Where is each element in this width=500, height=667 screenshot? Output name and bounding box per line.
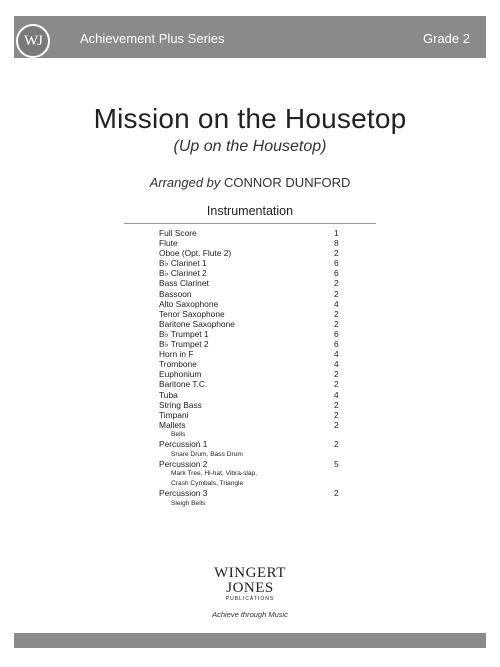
- publisher-line1: WINGERT: [214, 565, 286, 581]
- instrument-quantity: 2: [334, 248, 339, 259]
- instrument-quantity: 4: [334, 389, 339, 400]
- footer-bar: [14, 633, 486, 648]
- instrument-note: [159, 499, 359, 509]
- publisher-line3: PUBLICATIONS: [225, 596, 275, 602]
- divider: [124, 223, 376, 224]
- instrument-row: [159, 369, 359, 379]
- instrument-quantity: 2: [334, 379, 339, 390]
- publisher-logo: [195, 566, 305, 602]
- instrument-quantity: 6: [334, 328, 339, 339]
- instrument-row: [159, 410, 359, 420]
- instrument-row: [159, 329, 359, 339]
- instrument-name: Crash Cymbals, Triangle: [171, 479, 244, 487]
- instrument-row: [159, 319, 359, 329]
- instrument-row: [159, 420, 359, 430]
- instrument-row: [159, 379, 359, 389]
- instrument-row: [159, 488, 359, 498]
- instrument-name: Euphonium: [159, 369, 202, 380]
- instrument-quantity: 4: [334, 359, 339, 370]
- instrument-note: [159, 469, 359, 479]
- instrument-quantity: 4: [334, 298, 339, 309]
- instrument-name: Tuba: [159, 389, 178, 400]
- publisher-tagline: Achieve through Music: [212, 610, 288, 619]
- arranger-credit: [0, 175, 500, 190]
- publisher-line2: JONES: [226, 580, 274, 596]
- instrument-name: Sleigh Bells: [171, 499, 206, 507]
- instrument-name: Bells: [171, 430, 186, 438]
- instrument-row: [159, 390, 359, 400]
- instrument-row: [159, 359, 359, 369]
- instrument-quantity: 5: [334, 459, 339, 470]
- instrument-row: [159, 349, 359, 359]
- instrument-quantity: 2: [334, 288, 339, 299]
- instrument-quantity: 2: [334, 409, 339, 420]
- instrument-quantity: 6: [334, 258, 339, 269]
- instrument-name: Alto Saxophone: [159, 298, 219, 309]
- instrument-name: Percussion 2: [159, 459, 208, 470]
- instrument-name: B♭ Trumpet 1: [159, 328, 209, 339]
- instrument-name: B♭ Clarinet 1: [159, 258, 207, 269]
- instrument-name: Full Score: [159, 228, 197, 238]
- instrument-row: [159, 439, 359, 449]
- instrument-row: [159, 268, 359, 278]
- instrument-quantity: 2: [334, 369, 339, 380]
- instrument-name: Flute: [159, 238, 178, 249]
- instrument-name: Tenor Saxophone: [159, 308, 225, 319]
- instrument-name: Snare Drum, Bass Drum: [171, 450, 243, 458]
- instrument-name: Horn in F: [159, 349, 194, 360]
- instrumentation-list: [159, 228, 359, 508]
- instrument-note: [159, 430, 359, 440]
- instrument-quantity: 4: [334, 349, 339, 360]
- instrument-quantity: 2: [334, 439, 339, 450]
- instrument-row: [159, 400, 359, 410]
- instrument-quantity: 8: [334, 238, 339, 249]
- instrument-name: Bassoon: [159, 288, 192, 299]
- instrument-name: Percussion 1: [159, 439, 208, 450]
- instrument-row: [159, 299, 359, 309]
- instrument-name: Bass Clarinet: [159, 278, 209, 289]
- instrument-name: Baritone T.C.: [159, 379, 208, 390]
- instrument-row: [159, 289, 359, 299]
- instrument-name: Percussion 3: [159, 488, 208, 499]
- instrument-name: B♭ Clarinet 2: [159, 268, 207, 279]
- instrument-name: Mallets: [159, 419, 186, 430]
- instrument-row: [159, 228, 359, 238]
- instrument-quantity: 2: [334, 308, 339, 319]
- instrument-quantity: 2: [334, 419, 339, 430]
- series-name: Achievement Plus Series: [80, 31, 225, 46]
- instrument-name: Oboe (Opt. Flute 2): [159, 248, 232, 259]
- instrument-quantity: 6: [334, 268, 339, 279]
- instrument-quantity: 6: [334, 339, 339, 350]
- instrument-name: B♭ Trumpet 2: [159, 339, 209, 350]
- instrument-note: [159, 479, 359, 489]
- instrument-row: [159, 248, 359, 258]
- page-title: Mission on the Housetop: [93, 103, 407, 134]
- instrument-name: Timpani: [159, 409, 189, 420]
- instrument-row: [159, 258, 359, 268]
- instrument-quantity: 2: [334, 318, 339, 329]
- instrument-name: Trombone: [159, 359, 197, 370]
- instrument-note: [159, 450, 359, 460]
- page-subtitle: (Up on the Housetop): [173, 138, 327, 155]
- grade-level: Grade 2: [423, 31, 470, 46]
- arranger-name: CONNOR DUNFORD: [224, 175, 351, 190]
- instrument-name: Mark Tree, Hi-hat, Vibra-slap,: [171, 470, 257, 478]
- instrument-row: [159, 309, 359, 319]
- instrumentation-heading: Instrumentation: [206, 204, 294, 218]
- arranger-prefix: Arranged by: [149, 175, 221, 190]
- instrument-quantity: 2: [334, 488, 339, 499]
- instrument-row: [159, 238, 359, 248]
- instrument-name: Baritone Saxophone: [159, 318, 235, 329]
- instrument-quantity: 2: [334, 399, 339, 410]
- wj-logo-icon: WJ: [16, 24, 50, 58]
- instrument-row: [159, 459, 359, 469]
- instrument-quantity: 1: [334, 228, 339, 238]
- instrument-row: [159, 278, 359, 288]
- instrument-quantity: 2: [334, 278, 339, 289]
- instrument-row: [159, 339, 359, 349]
- instrument-name: String Bass: [159, 399, 202, 410]
